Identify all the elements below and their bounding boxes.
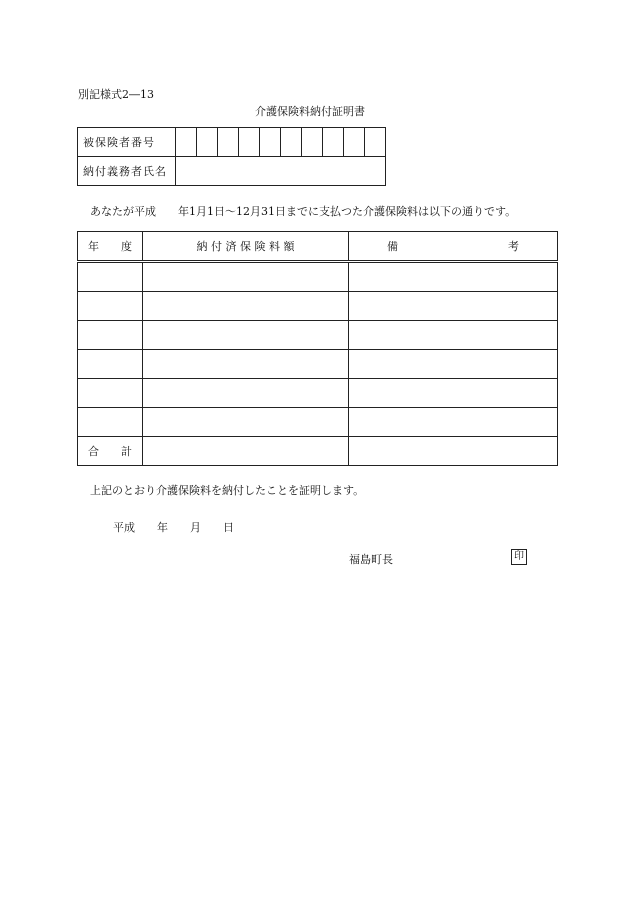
total-amount-cell[interactable]: [143, 437, 349, 466]
year-cell[interactable]: [78, 321, 143, 350]
year-cell[interactable]: [78, 408, 143, 437]
payment-table-header: [78, 232, 558, 262]
table-row: [78, 292, 558, 321]
insured-number-digit-cell[interactable]: [344, 128, 365, 157]
amount-cell[interactable]: [143, 408, 349, 437]
table-row: [78, 350, 558, 379]
year-cell[interactable]: [78, 292, 143, 321]
remarks-cell[interactable]: [349, 350, 558, 379]
seal-mark: 印: [511, 549, 527, 565]
payer-name-field[interactable]: [176, 157, 386, 186]
header-year: 年 度: [78, 232, 143, 262]
table-row: [78, 321, 558, 350]
amount-cell[interactable]: [143, 292, 349, 321]
insured-number-label: 被保険者番号: [78, 128, 176, 157]
year-cell[interactable]: [78, 262, 143, 292]
header-paid-amount: 納 付 済 保 険 料 額: [143, 232, 349, 262]
insured-number-digit-cell[interactable]: [302, 128, 323, 157]
insured-info-table: [77, 127, 386, 186]
issuer-name: 福島町長: [349, 553, 393, 566]
payer-name-label: 納付義務者氏名: [78, 157, 176, 186]
remarks-cell[interactable]: [349, 379, 558, 408]
table-row: [78, 408, 558, 437]
insured-number-digit-cell[interactable]: [260, 128, 281, 157]
total-row: [78, 437, 558, 466]
amount-cell[interactable]: [143, 379, 349, 408]
insured-number-digit-cell[interactable]: [197, 128, 218, 157]
amount-cell[interactable]: [143, 262, 349, 292]
header-remarks: 備 考: [349, 232, 558, 262]
table-row: [78, 379, 558, 408]
insured-number-digit-cell[interactable]: [239, 128, 260, 157]
year-cell[interactable]: [78, 350, 143, 379]
insured-number-digit-cell[interactable]: [323, 128, 344, 157]
statement-text: あなたが平成 年1月1日～12月31日までに支払つた介護保険料は以下の通りです。: [90, 205, 517, 218]
payment-table: [77, 231, 558, 466]
year-cell[interactable]: [78, 379, 143, 408]
amount-cell[interactable]: [143, 350, 349, 379]
insured-number-digit-cell[interactable]: [176, 128, 197, 157]
amount-cell[interactable]: [143, 321, 349, 350]
form-id: 別記様式2―13: [78, 88, 154, 101]
remarks-cell[interactable]: [349, 321, 558, 350]
document-title: 介護保険料納付証明書: [255, 105, 365, 118]
remarks-cell[interactable]: [349, 262, 558, 292]
insured-number-digit-cell[interactable]: [281, 128, 302, 157]
issue-date: 平成 年 月 日: [113, 521, 234, 534]
table-row: [78, 262, 558, 292]
insured-number-row: [78, 128, 386, 157]
total-remarks-cell[interactable]: [349, 437, 558, 466]
insured-number-digit-cell[interactable]: [218, 128, 239, 157]
payer-name-row: [78, 157, 386, 186]
certification-text: 上記のとおり介護保険料を納付したことを証明します。: [90, 484, 365, 497]
insured-number-digit-cell[interactable]: [365, 128, 386, 157]
total-label: 合 計: [78, 437, 143, 466]
remarks-cell[interactable]: [349, 292, 558, 321]
remarks-cell[interactable]: [349, 408, 558, 437]
